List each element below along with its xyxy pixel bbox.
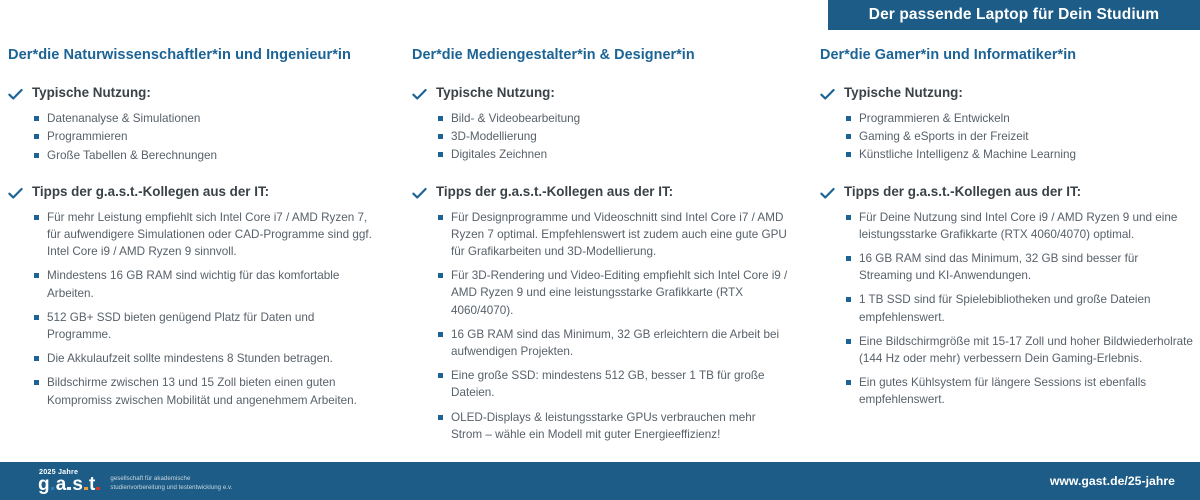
list-item: 16 GB RAM sind das Minimum, 32 GB sind besser für Streaming und KI-Anwendungen.: [846, 250, 1194, 284]
logo-anniversary-text: 2025 Jahre: [39, 467, 79, 477]
list-item: Eine Bildschirmgröße mit 15-17 Zoll und hoher Bildwiederholrate (144 Hz oder mehr) verbessern Dein Gaming-Erlebnis.: [846, 333, 1194, 367]
usage-heading-label: Typische Nutzung:: [32, 85, 151, 101]
usage-heading-row: [412, 85, 788, 102]
list-item: 512 GB+ SSD bieten genügend Platz für Daten und Programme.: [34, 309, 378, 343]
logo-dot-white: [67, 487, 71, 491]
usage-heading-label: Typische Nutzung:: [436, 85, 555, 100]
list-item: Bild- & Videobearbeitung: [438, 110, 788, 127]
list-item: Künstliche Intelligenz & Machine Learning: [846, 146, 1194, 163]
list-item: Eine große SSD: mindestens 512 GB, besser 1 TB für große Dateien.: [438, 367, 788, 401]
checkmark-icon: [8, 87, 23, 102]
list-item: Ein gutes Kühlsystem für längere Sessions ist ebenfalls empfehlenswert.: [846, 374, 1194, 408]
usage-heading-label: Typische Nutzung:: [844, 85, 963, 100]
column-title: Der*die Mediengestalter*in & Designer*in: [412, 47, 695, 63]
footer-bar: [0, 462, 1200, 500]
footer-url[interactable]: www.gast.de/25-jahre: [1049, 474, 1175, 488]
logo-letter-t: t: [89, 474, 96, 496]
tips-heading-row: [820, 184, 1194, 201]
checkmark-icon: [820, 186, 835, 201]
list-item: Die Akkulaufzeit sollte mindestens 8 Stunden betragen.: [34, 350, 378, 367]
usage-heading-row: [820, 85, 1194, 102]
tips-list: [8, 209, 378, 409]
tips-list: [820, 209, 1194, 409]
gast-logo: [0, 468, 232, 494]
tips-list: [412, 209, 788, 443]
logo-letter-a: a: [55, 474, 66, 496]
logo-letter-s: s: [72, 474, 83, 496]
checkmark-icon: [8, 186, 23, 201]
list-item: Datenanalyse & Simulationen: [34, 110, 378, 127]
logo-subtitle-line1: gesellschaft für akademische: [110, 474, 191, 482]
checkmark-icon: [820, 87, 835, 102]
tips-heading-row: [412, 184, 788, 201]
tips-section: [412, 184, 788, 443]
column-gamer: [810, 46, 1200, 458]
logo-subtitle-line2: studienvorbereitung und testentwicklung e.v.: [110, 483, 233, 491]
usage-section: [412, 85, 788, 164]
checkmark-icon: [412, 87, 427, 102]
usage-list: [8, 110, 378, 164]
list-item: Bildschirme zwischen 13 und 15 Zoll bieten einen guten Kompromiss zwischen Mobilität und angenehmem Arbeiten.: [34, 374, 378, 408]
column-title: Der*die Gamer*in und Informatiker*in: [820, 47, 1077, 63]
list-item: Für 3D-Rendering und Video-Editing empfiehlt sich Intel Core i9 / AMD Ryzen 9 und eine leistungsstarke Grafikkarte (RTX 4060/4070).: [438, 267, 788, 319]
tips-heading-label: Tipps der g.a.s.t.-Kollegen aus der IT:: [32, 183, 270, 199]
column-title: Der*die Naturwissenschaftler*in und Ingenieur*in: [8, 47, 351, 63]
list-item: Große Tabellen & Berechnungen: [34, 147, 378, 164]
list-item: Programmieren & Entwickeln: [846, 110, 1194, 127]
column-mediengestalter: [400, 46, 810, 458]
tips-heading-label: Tipps der g.a.s.t.-Kollegen aus der IT:: [844, 183, 1082, 199]
tips-section: [8, 184, 378, 409]
top-banner: [828, 0, 1200, 30]
usage-section: [820, 85, 1194, 164]
list-item: Für mehr Leistung empfiehlt sich Intel Core i7 / AMD Ryzen 7, für aufwendigere Simulationen oder CAD-Programme sind ggf. Intel Core i9 / AMD Ryzen 9 sinnvoll.: [34, 209, 378, 261]
list-item: Mindestens 16 GB RAM sind wichtig für das komfortable Arbeiten.: [34, 267, 378, 301]
logo-subtitle: [110, 474, 232, 494]
column-naturwissenschaftler: [0, 46, 400, 458]
usage-section: [8, 85, 378, 164]
list-item: 16 GB RAM sind das Minimum, 32 GB erleichtern die Arbeit bei aufwendigen Projekten.: [438, 326, 788, 360]
banner-title: Der passende Laptop für Dein Studium: [868, 6, 1160, 23]
tips-section: [820, 184, 1194, 409]
logo-dot-orange: [84, 487, 88, 491]
logo-wordmark: [38, 474, 101, 496]
list-item: Für Designprogramme und Videoschnitt sind Intel Core i7 / AMD Ryzen 7 optimal. Empfehlenswert ist zudem auch eine gute GPU für Grafikarbeiten und 3D-Modellierung.: [438, 209, 788, 261]
list-item: Digitales Zeichnen: [438, 146, 788, 163]
list-item: Gaming & eSports in der Freizeit: [846, 128, 1194, 145]
list-item: Für Deine Nutzung sind Intel Core i9 / AMD Ryzen 9 und eine leistungsstarke Grafikkarte (RTX 4060/4070) optimal.: [846, 209, 1194, 243]
list-item: OLED-Displays & leistungsstarke GPUs verbrauchen mehr Strom – wähle ein Modell mit guter Energieeffizienz!: [438, 409, 788, 443]
logo-dot-red: [96, 487, 100, 491]
tips-heading-label: Tipps der g.a.s.t.-Kollegen aus der IT:: [436, 183, 674, 199]
logo-letter-g: g: [38, 474, 50, 496]
columns-container: [0, 46, 1200, 458]
tips-heading-row: [8, 184, 378, 201]
usage-list: [412, 110, 788, 164]
logo-dot-blue: [51, 487, 55, 491]
usage-list: [820, 110, 1194, 164]
usage-heading-row: [8, 85, 378, 102]
checkmark-icon: [412, 186, 427, 201]
list-item: Programmieren: [34, 128, 378, 145]
list-item: 3D-Modellierung: [438, 128, 788, 145]
list-item: 1 TB SSD sind für Spielebibliotheken und große Dateien empfehlenswert.: [846, 291, 1194, 325]
logo-mark: [38, 468, 101, 494]
